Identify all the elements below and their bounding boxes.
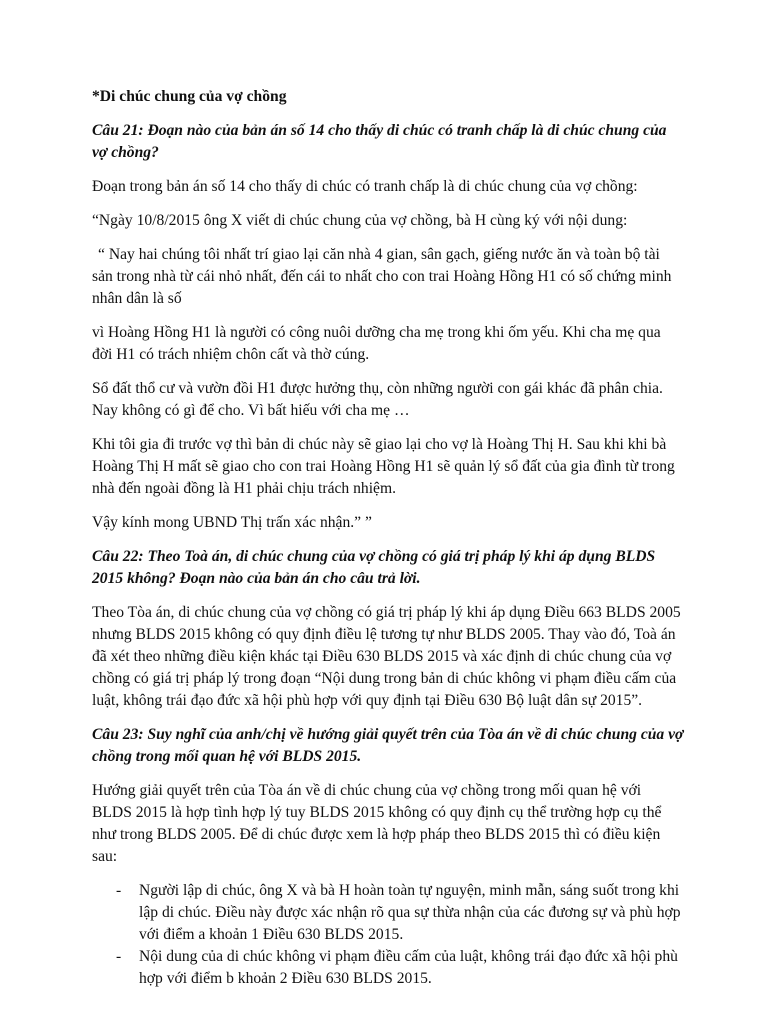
question-22: Câu 22: Theo Toà án, di chúc chung của vợ chồng có giá trị pháp lý khi áp dụng BLDS 2015 không? Đoạn nào của bản án cho câu trả lời. — [92, 548, 656, 587]
answer-21-quote-paragraph-1: “ Nay hai chúng tôi nhất trí giao lại căn nhà 4 gian, sân gạch, giếng nước ăn và toàn bộ tài sản trong nhà từ cái nhỏ nhất, đến cái to nhất cho con trai Hoàng Hồng H1 có số chứng minh nhân dân là số — [92, 246, 672, 307]
answer-21-quote-paragraph-4: Khi tôi gia đi trước vợ thì bản di chúc này sẽ giao lại cho vợ là Hoàng Thị H. Sau khi khi bà Hoàng Thị H mất sẽ giao cho con trai Hoàng Hồng H1 sẽ quản lý sổ đất của gia đình từ trong nhà đến ngoài đồng là H1 phải chịu trách nhiệm. — [92, 436, 675, 497]
answer-21-quote-open: “Ngày 10/8/2015 ông X viết di chúc chung của vợ chồng, bà H cùng ký với nội dung: — [92, 212, 628, 229]
question-21: Câu 21: Đoạn nào của bản án số 14 cho thấy di chúc có tranh chấp là di chúc chung của vợ chồng? — [92, 122, 667, 161]
answer-21-quote-paragraph-2: vì Hoàng Hồng H1 là người có công nuôi dưỡng cha mẹ trong khi ốm yếu. Khi cha mẹ qua đời H1 có trách nhiệm chôn cất và thờ cúng. — [92, 324, 661, 363]
answer-21-intro: Đoạn trong bản án số 14 cho thấy di chúc có tranh chấp là di chúc chung của vợ chồng: — [92, 178, 638, 195]
answer-23: Hướng giải quyết trên của Tòa án về di chúc chung của vợ chồng trong mối quan hệ với BLDS 2015 là hợp tình hợp lý tuy BLDS 2015 không có quy định cụ thể trường hợp cụ thể như trong BLDS 2005. Để di chúc được xem là hợp pháp theo BLDS 2015 thì có điều kiện sau: — [92, 782, 662, 865]
answer-21-quote-paragraph-3: Sổ đất thổ cư và vườn đồi H1 được hưởng thụ, còn những người con gái khác đã phân chia. Nay không có gì để cho. Vì bất hiếu với cha mẹ … — [92, 380, 663, 419]
answer-21-quote-close: Vậy kính mong UBND Thị trấn xác nhận.” ” — [92, 514, 372, 531]
section-heading: *Di chúc chung của vợ chồng — [92, 88, 287, 105]
question-23: Câu 23: Suy nghĩ của anh/chị về hướng giải quyết trên của Tòa án về di chúc chung của vợ chồng trong mối quan hệ với BLDS 2015. — [92, 726, 684, 765]
list-item: - Nội dung của di chúc không vi phạm điều cấm của luật, không trái đạo đức xã hội phù hợp với điểm b khoản 2 Điều 630 BLDS 2015. — [139, 946, 684, 990]
list-item: - Người lập di chúc, ông X và bà H hoàn toàn tự nguyện, minh mẫn, sáng suốt trong khi lập di chúc. Điều này được xác nhận rõ qua sự thừa nhận của các đương sự và phù hợp với điểm a khoản 1 Điều 630 BLDS 2015. — [139, 880, 684, 946]
conditions-list — [92, 880, 684, 990]
answer-22: Theo Tòa án, di chúc chung của vợ chồng có giá trị pháp lý khi áp dụng Điều 663 BLDS 2005 nhưng BLDS 2015 không có quy định điều lệ tương tự như BLDS 2005. Thay vào đó, Toà án đã xét theo những điều kiện khác tại Điều 630 BLDS 2015 và xác định di chúc chung của vợ chồng có giá trị pháp lý trong đoạn “Nội dung trong bản di chúc không vi phạm điều cấm của luật, không trái đạo đức xã hội phù hợp với quy định tại Điều 630 Bộ luật dân sự 2015”. — [92, 604, 681, 709]
